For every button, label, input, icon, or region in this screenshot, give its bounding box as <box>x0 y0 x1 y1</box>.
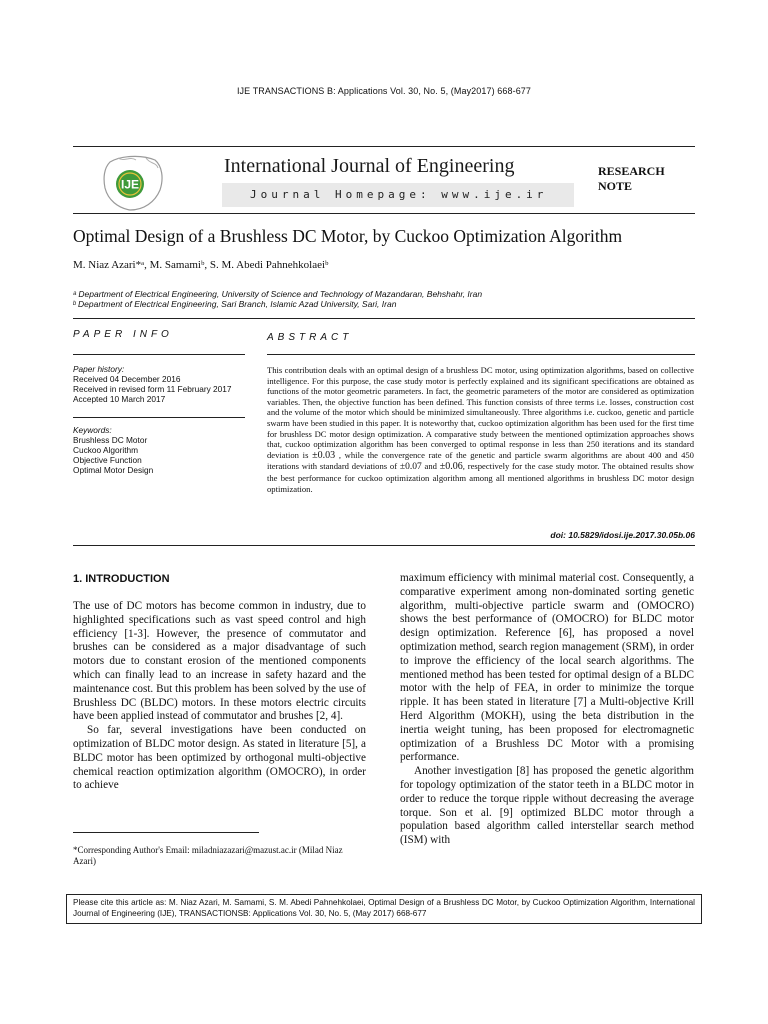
article-type-line1: RESEARCH <box>598 164 665 178</box>
affiliation-b: ᵇ Department of Electrical Engineering, Sari Branch, Islamic Azad University, Sari, Iran <box>73 299 397 309</box>
intro-paragraph-3: maximum efficiency with minimal material cost. Consequently, a comparative experiment among non-dominated sorting genetic algorithm, multi-objective particle swarm and (OMOCRO) shows the best performance of (OMOCRO) for BLDC motor design optimization. Reference [6], has proposed a novel optimization method, search region management (SRM), in order to improve the efficiency of the local search algorithms. The mentioned method has been tested for optimal design of a BLDC motor with the help of FEA, in order to minimize the torque ripple. It has been stated in literature [7] a Multi-objective Krill Herd Algorithm (MOKH), using the beta distribution in the inertia weight tuning, has been proposed for electromagnetic optimization of a Brushless DC Motor with a promising performance. <box>400 572 694 764</box>
body-column-left <box>73 600 366 793</box>
title-block-rule <box>73 318 695 319</box>
abstract-label: ABSTRACT <box>267 332 353 343</box>
masthead-bottom-rule <box>73 213 695 214</box>
masthead-top-rule <box>73 146 695 147</box>
paper-title: Optimal Design of a Brushless DC Motor, by Cuckoo Optimization Algorithm <box>73 226 623 246</box>
keyword-item: Cuckoo Algorithm <box>73 445 139 455</box>
sd-pso: ±0.06 <box>439 461 463 473</box>
keywords-block <box>73 425 245 475</box>
journal-homepage[interactable]: Journal Homepage: www.ije.ir <box>250 188 548 201</box>
received-date: Received 04 December 2016 <box>73 374 181 384</box>
article-type-label <box>598 164 688 194</box>
footnote-rule <box>73 832 259 833</box>
body-column-right <box>400 572 694 848</box>
intro-paragraph-2: So far, several investigations have been conducted on optimization of BLDC motor design. As stated in literature [5], a BLDC motor has been optimized by orthogonal multi-objective chemical reaction optimization algorithm (OMOCRO), in order to achieve <box>73 724 366 792</box>
keywords-heading: Keywords: <box>73 425 112 435</box>
corresponding-author-footnote: *Corresponding Author's Email: miladniazazari@mazust.ac.ir (Milad Niaz Azari) <box>73 845 343 866</box>
revised-date: Received in revised form 11 February 2017 <box>73 384 232 394</box>
author-list: M. Niaz Azari*ᵃ, M. Samamiᵇ, S. M. Abedi Pahnehkolaeiᵇ <box>73 259 329 271</box>
article-type-line2: NOTE <box>598 179 633 193</box>
keyword-item: Brushless DC Motor <box>73 435 148 445</box>
intro-paragraph-1: The use of DC motors has become common in industry, due to highlighted specifications such as vast speed control and high efficiency [1-3]. However, the presence of commutator and brushes can be considered as a major disadvantage of such motors due to constant erosion of the mentioned components which can finally lead to an increase in safety hazard and the maintenance cost. But this problem has been solved by the use of Brushless DC (BLDC) motors. In these motors electric circuits have been applied instead of commutator and brushes [2, 4]. <box>73 600 366 723</box>
abstract-bottom-rule <box>73 545 695 546</box>
abstract-text <box>267 365 694 494</box>
keyword-item: Optimal Motor Design <box>73 465 154 475</box>
abstract-rule <box>267 354 695 355</box>
paper-history <box>73 364 245 404</box>
journal-logo <box>100 152 166 214</box>
history-heading: Paper history: <box>73 364 125 374</box>
paper-info-rule <box>73 354 245 355</box>
section-heading-introduction: 1. INTRODUCTION <box>73 573 170 585</box>
intro-paragraph-4: Another investigation [8] has proposed the genetic algorithm for topology optimization of the stator teeth in a BLDC motor in order to reduce the torque ripple without decreasing the average torque. Son et al. [9] optimized BLDC motor through a population based algorithm called interstellar search method (ISM) with <box>400 765 694 847</box>
logo-text: IJE <box>120 177 140 192</box>
affiliation-a: ᵃ Department of Electrical Engineering, University of Science and Technology of Mazandaran, Behshahr, Iran <box>73 289 483 299</box>
journal-title: International Journal of Engineering <box>224 155 515 177</box>
abstract-part-3: and <box>424 461 437 472</box>
paper-info-label: PAPER INFO <box>73 329 173 340</box>
abstract-part-4: , respectively for the case study motor. The obtained results show the best performance for cuckoo optimization algorithm among all mentioned algorithms in brushless DC motor design optimization. <box>267 461 694 494</box>
running-head: IJE TRANSACTIONS B: Applications Vol. 30, No. 5, (May2017) 668-677 <box>236 86 532 96</box>
accepted-date: Accepted 10 March 2017 <box>73 394 166 404</box>
keyword-item: Objective Function <box>73 455 142 465</box>
history-rule <box>73 417 245 418</box>
abstract-part-1: This contribution deals with an optimal design of a brushless DC motor, using optimization algorithms, based on collective intelligence. For this purpose, the case study motor is perfectly explained and its significant specifications are obtained as functions of the motor geometric parameters. In fact, the geometric parameters of the motor are considered as optimization variables. Then, the objective function has been defined. This function consists of three terms i.e. losses, construction cost and the volume of the motor which should be minimized simultaneously. Three algorithms i.e. cuckoo, genetic and particle swarm have been studied in this paper. It is noteworthy that, cuckoo optimization algorithm has been used for the first time for brushless DC motor design optimization. A comparative study between the mentioned optimization approaches shows that, cuckoo optimization algorithm has been converged to optimal response in less than 250 iterations and its standard deviation is <box>267 365 694 460</box>
citation-box: Please cite this article as: M. Niaz Azari, M. Samami, S. M. Abedi Pahnehkolaei, Optimal Design of a Brushless DC Motor, by Cuckoo Optimization Algorithm, International Journal of Engineering (IJE), TRANSACTIONSB: Applications Vol. 30, No. 5, (May 2017) 668-677 <box>66 894 702 924</box>
sd-cuckoo: ±0.03 <box>312 449 336 461</box>
doi-link[interactable]: doi: 10.5829/idosi.ije.2017.30.05b.06 <box>550 530 695 540</box>
abstract-part-2: , while the convergence rate of the genetic and particle swarm algorithms are about 400 and 450 iterations with standard deviations of <box>267 449 694 472</box>
sd-genetic: ±0.07 <box>399 462 422 473</box>
